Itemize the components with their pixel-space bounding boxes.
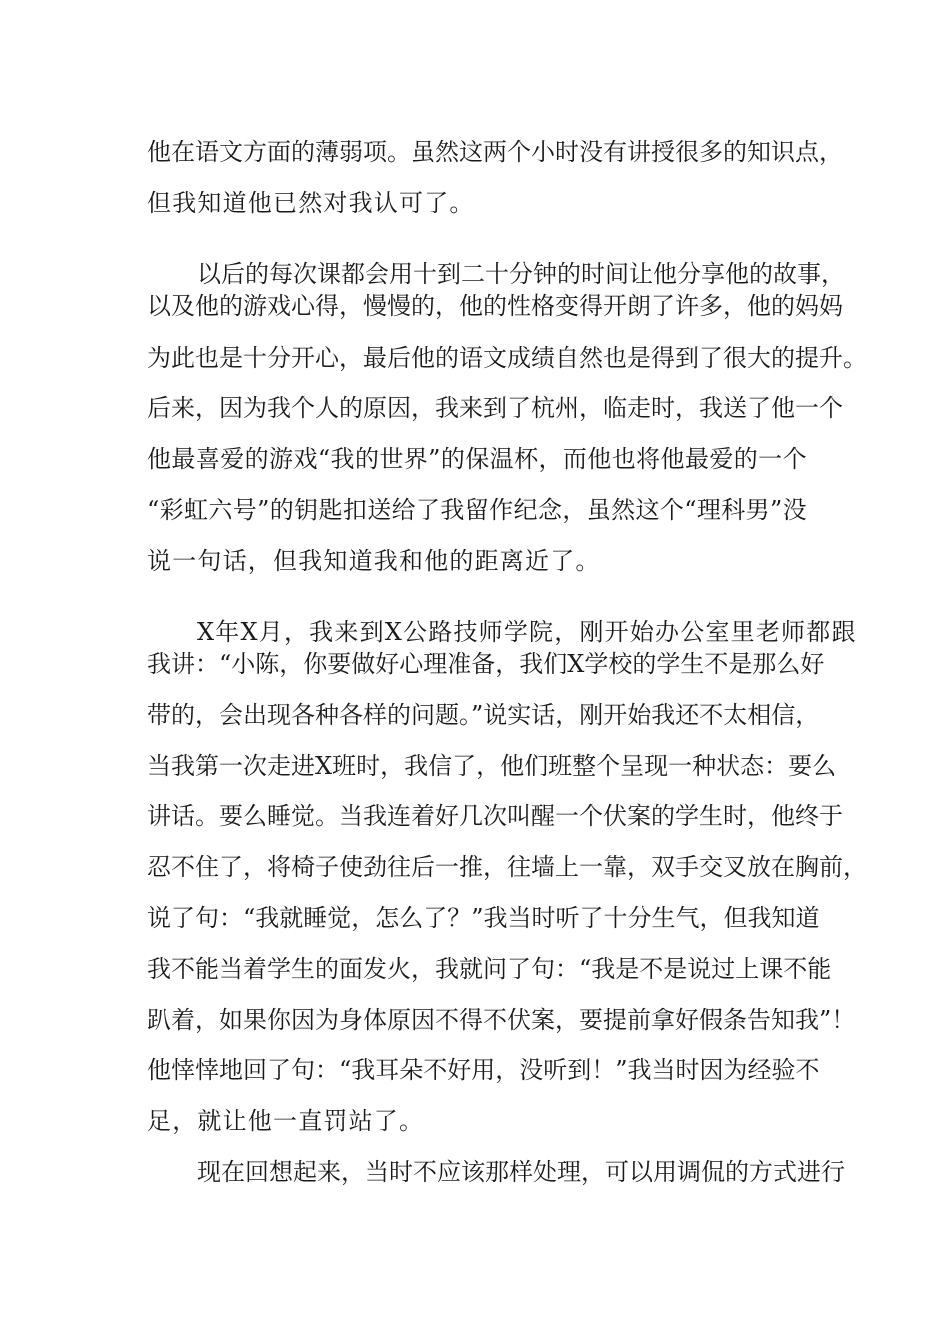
text-line: 带的，会出现各种各样的问题。”说实话，刚开始我还不太相信， <box>147 701 820 729</box>
text-line: 我讲：“小陈，你要做好心理准备，我们X学校的学生不是那么好 <box>147 650 825 678</box>
text-line: X年X月，我来到X公路技师学院，刚开始办公室里老师都跟 <box>197 618 857 646</box>
text-line: 我不能当着学生的面发火，我就问了句：“我是不是说过上课不能 <box>147 955 832 983</box>
text-line: 以后的每次课都会用十到二十分钟的时间让他分享他的故事， <box>197 260 845 288</box>
text-line: 当我第一次走进X班时，我信了，他们班整个呈现一种状态：要么 <box>147 752 837 780</box>
text-line: 后来，因为我个人的原因，我来到了杭州，临走时，我送了他一个 <box>147 394 843 422</box>
text-line: 忍不住了，将椅子使劲往后一推，往墙上一靠，双手交叉放在胸前， <box>147 853 867 881</box>
text-line: 但我知道他已然对我认可了。 <box>147 189 475 217</box>
text-line: 讲话。要么睡觉。当我连着好几次叫醒一个伏案的学生时，他终于 <box>147 802 843 830</box>
text-line: “彩虹六号”的钥匙扣送给了我留作纪念，虽然这个“理科男”没 <box>147 496 807 524</box>
text-line: 以及他的游戏心得，慢慢的，他的性格变得开朗了许多，他的妈妈 <box>147 292 843 320</box>
text-line: 他最喜爱的游戏“我的世界”的保温杯，而他也将他最爱的一个 <box>147 445 807 473</box>
text-line: 现在回想起来，当时不应该那样处理，可以用调侃的方式进行 <box>197 1158 845 1186</box>
text-line: 说了句：“我就睡觉，怎么了？”我当时听了十分生气，但我知道 <box>147 904 820 932</box>
text-line: 为此也是十分开心，最后他的语文成绩自然也是得到了很大的提升。 <box>147 344 867 372</box>
text-line: 足，就让他一直罚站了。 <box>147 1107 425 1135</box>
text-line: 趴着，如果你因为身体原因不得不伏案，要提前拿好假条告知我”！ <box>147 1006 856 1034</box>
text-line: 他在语文方面的薄弱项。虽然这两个小时没有讲授很多的知识点， <box>147 138 843 166</box>
text-line: 说一句话，但我知道我和他的距离近了。 <box>147 547 601 575</box>
text-line: 他悻悻地回了句：“我耳朵不好用，没听到！”我当时因为经验不 <box>147 1056 820 1084</box>
